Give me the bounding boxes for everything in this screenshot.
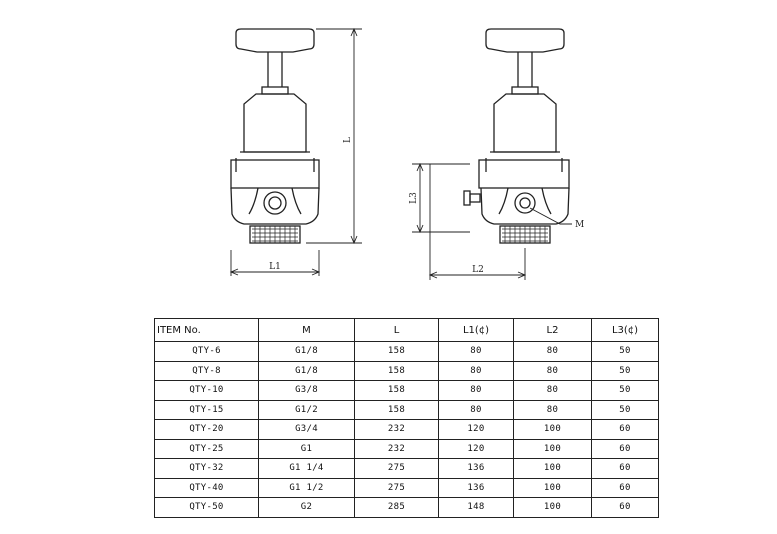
cell-m: G2 xyxy=(259,498,355,518)
cell-l1: 80 xyxy=(439,400,514,420)
cell-m: G1 1/2 xyxy=(259,478,355,498)
table-header-row xyxy=(155,319,659,342)
regulator-side-view xyxy=(464,29,572,243)
cell-l: 158 xyxy=(355,342,439,362)
cell-l1: 148 xyxy=(439,498,514,518)
cell-l1: 120 xyxy=(439,439,514,459)
cell-l3: 60 xyxy=(592,439,659,459)
label-l1: L1 xyxy=(269,262,281,272)
cell-l3: 60 xyxy=(592,459,659,479)
header-m: M xyxy=(259,319,355,342)
cell-l1: 120 xyxy=(439,420,514,440)
cell-item-no: QTY-32 xyxy=(155,459,259,479)
table-row xyxy=(155,420,659,440)
cell-m: G1/8 xyxy=(259,342,355,362)
label-l3: L3 xyxy=(409,192,419,204)
cell-l1: 136 xyxy=(439,478,514,498)
table-row xyxy=(155,361,659,381)
cell-l2: 80 xyxy=(514,342,592,362)
cell-m: G3/8 xyxy=(259,381,355,401)
spec-table xyxy=(154,318,659,518)
table-row xyxy=(155,381,659,401)
cell-l1: 80 xyxy=(439,381,514,401)
cell-l2: 80 xyxy=(514,381,592,401)
cell-item-no: QTY-15 xyxy=(155,400,259,420)
cell-l: 158 xyxy=(355,381,439,401)
cell-l: 275 xyxy=(355,478,439,498)
cell-l1: 80 xyxy=(439,342,514,362)
cell-l: 158 xyxy=(355,361,439,381)
cell-m: G1 xyxy=(259,439,355,459)
dimension-l xyxy=(306,29,362,243)
cell-l3: 50 xyxy=(592,361,659,381)
cell-l1: 80 xyxy=(439,361,514,381)
dimension-l2 xyxy=(430,248,525,280)
cell-item-no: QTY-20 xyxy=(155,420,259,440)
cell-l3: 50 xyxy=(592,342,659,362)
cell-item-no: QTY-10 xyxy=(155,381,259,401)
regulator-front-view xyxy=(231,29,319,243)
cell-l3: 50 xyxy=(592,400,659,420)
cell-l2: 80 xyxy=(514,400,592,420)
label-l2: L2 xyxy=(472,265,484,275)
label-m: M xyxy=(575,220,585,230)
cell-item-no: QTY-6 xyxy=(155,342,259,362)
cell-l3: 60 xyxy=(592,478,659,498)
cell-l: 275 xyxy=(355,459,439,479)
table-row xyxy=(155,439,659,459)
header-item-no: ITEM No. xyxy=(155,319,259,342)
table-row xyxy=(155,478,659,498)
table-row xyxy=(155,342,659,362)
cell-l2: 100 xyxy=(514,478,592,498)
cell-l3: 50 xyxy=(592,381,659,401)
cell-l1: 136 xyxy=(439,459,514,479)
cell-l2: 100 xyxy=(514,420,592,440)
label-l: L xyxy=(343,137,353,143)
cell-l2: 80 xyxy=(514,361,592,381)
header-l1: L1(¢) xyxy=(439,319,514,342)
cell-item-no: QTY-50 xyxy=(155,498,259,518)
cell-m: G1 1/4 xyxy=(259,459,355,479)
cell-item-no: QTY-8 xyxy=(155,361,259,381)
table-row xyxy=(155,459,659,479)
cell-item-no: QTY-40 xyxy=(155,478,259,498)
cell-l3: 60 xyxy=(592,420,659,440)
cell-m: G1/2 xyxy=(259,400,355,420)
cell-l3: 60 xyxy=(592,498,659,518)
cell-l2: 100 xyxy=(514,459,592,479)
header-l3: L3(¢) xyxy=(592,319,659,342)
cell-m: G1/8 xyxy=(259,361,355,381)
table-row xyxy=(155,400,659,420)
dimension-l3 xyxy=(412,164,470,280)
cell-l: 158 xyxy=(355,400,439,420)
cell-l2: 100 xyxy=(514,439,592,459)
cell-item-no: QTY-25 xyxy=(155,439,259,459)
cell-l: 232 xyxy=(355,439,439,459)
cell-l: 232 xyxy=(355,420,439,440)
table-row xyxy=(155,498,659,518)
header-l: L xyxy=(355,319,439,342)
cell-l: 285 xyxy=(355,498,439,518)
cell-m: G3/4 xyxy=(259,420,355,440)
header-l2: L2 xyxy=(514,319,592,342)
cell-l2: 100 xyxy=(514,498,592,518)
